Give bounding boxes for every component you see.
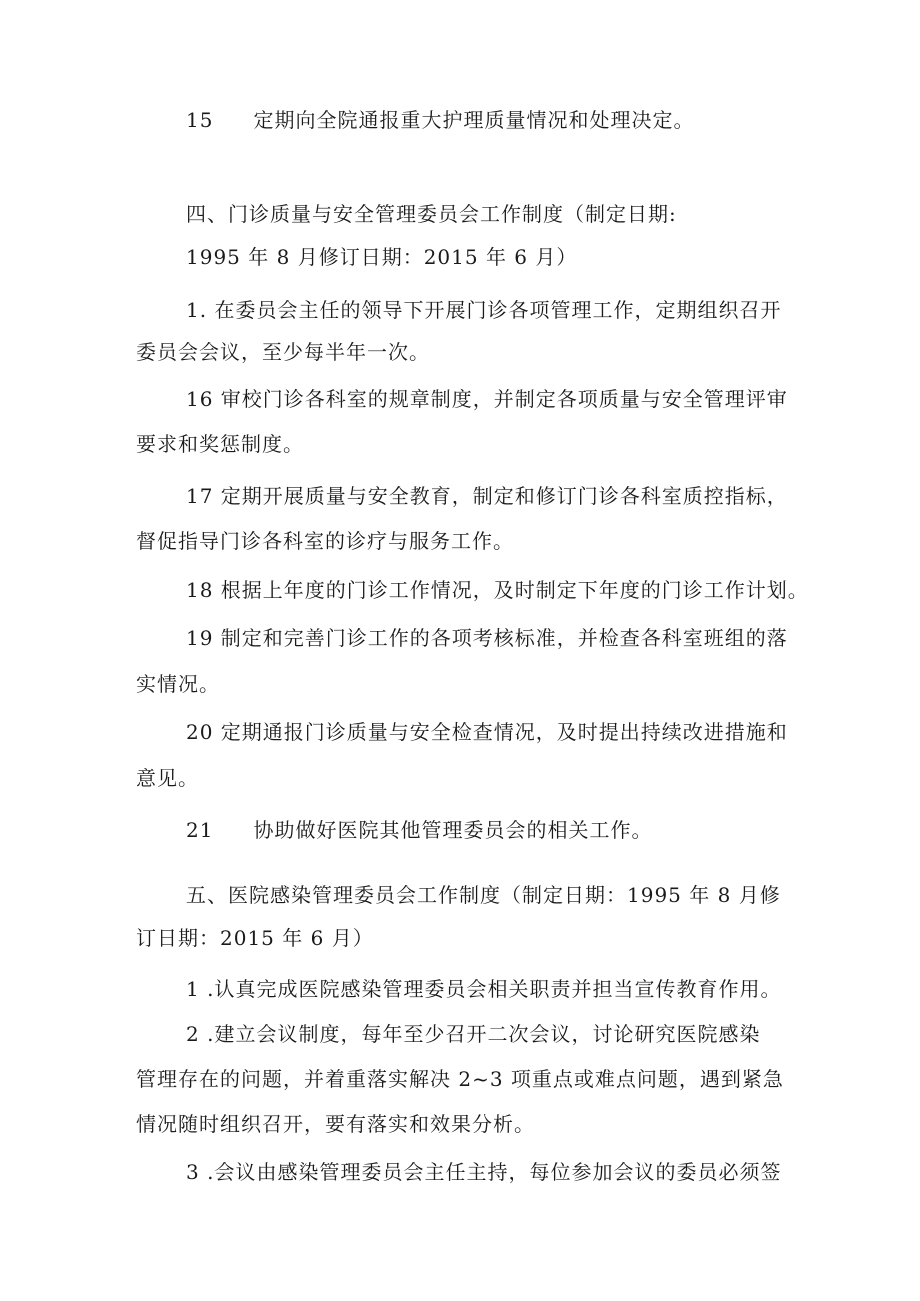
- item-15: [186, 106, 694, 134]
- s4-item-19-line-2: 实情况。: [136, 672, 220, 696]
- section-4-heading-line-1: 四、门诊质量与安全管理委员会工作制度（制定日期:: [186, 202, 677, 226]
- s5-item-3-line-1: 3 .会议由感染管理委员会主任主持，每位参加会议的委员必须签: [186, 1160, 782, 1184]
- s4-item-16-line-1: 16 审校门诊各科室的规章制度，并制定各项质量与安全管理评审: [186, 387, 788, 411]
- s5-item-2-line-2: 管理存在的问题，并着重落实解决 2~3 项重点或难点问题，遇到紧急: [136, 1067, 784, 1091]
- s4-item-18-line-1: 18 根据上年度的门诊工作情况，及时制定下年度的门诊工作计划。: [186, 578, 809, 602]
- s4-item-20-line-2: 意见。: [136, 766, 199, 790]
- s4-item-21-text: 协助做好医院其他管理委员会的相关工作。: [253, 818, 653, 842]
- section-5-heading-line-2: 订日期：2015 年 6 月）: [136, 926, 374, 950]
- s4-item-21: [186, 816, 652, 844]
- s4-item-1-line-2: 委员会会议，至少每半年一次。: [136, 340, 430, 364]
- section-5-heading-line-1: 五、医院感染管理委员会工作制度（制定日期：1995 年 8 月修: [186, 883, 781, 907]
- s4-item-19-line-1: 19 制定和完善门诊工作的各项考核标准，并检查各科室班组的落: [186, 626, 788, 650]
- s4-item-17-line-2: 督促指导门诊各科室的诊疗与服务工作。: [136, 529, 514, 553]
- s4-item-1-line-1: 1. 在委员会主任的领导下开展门诊各项管理工作，定期组织召开: [186, 298, 782, 322]
- section-4-heading-line-2: 1995 年 8 月修订日期：2015 年 6 月）: [186, 245, 578, 269]
- item-15-text: 定期向全院通报重大护理质量情况和处理决定。: [253, 108, 695, 132]
- s5-item-1-line-1: 1 .认真完成医院感染管理委员会相关职责并担当宣传教育作用。: [186, 977, 782, 1001]
- s4-item-21-number: 21: [186, 818, 214, 842]
- s4-item-16-line-2: 要求和奖惩制度。: [136, 432, 304, 456]
- s4-item-17-line-1: 17 定期开展质量与安全教育，制定和修订门诊各科室质控指标，: [186, 484, 788, 508]
- s5-item-2-line-1: 2 .建立会议制度，每年至少召开二次会议，讨论研究医院感染: [186, 1022, 761, 1046]
- item-15-number: 15: [186, 108, 214, 132]
- s5-item-2-line-3: 情况随时组织召开，要有落实和效果分析。: [136, 1112, 535, 1136]
- s4-item-20-line-1: 20 定期通报门诊质量与安全检查情况，及时提出持续改进措施和: [186, 720, 788, 744]
